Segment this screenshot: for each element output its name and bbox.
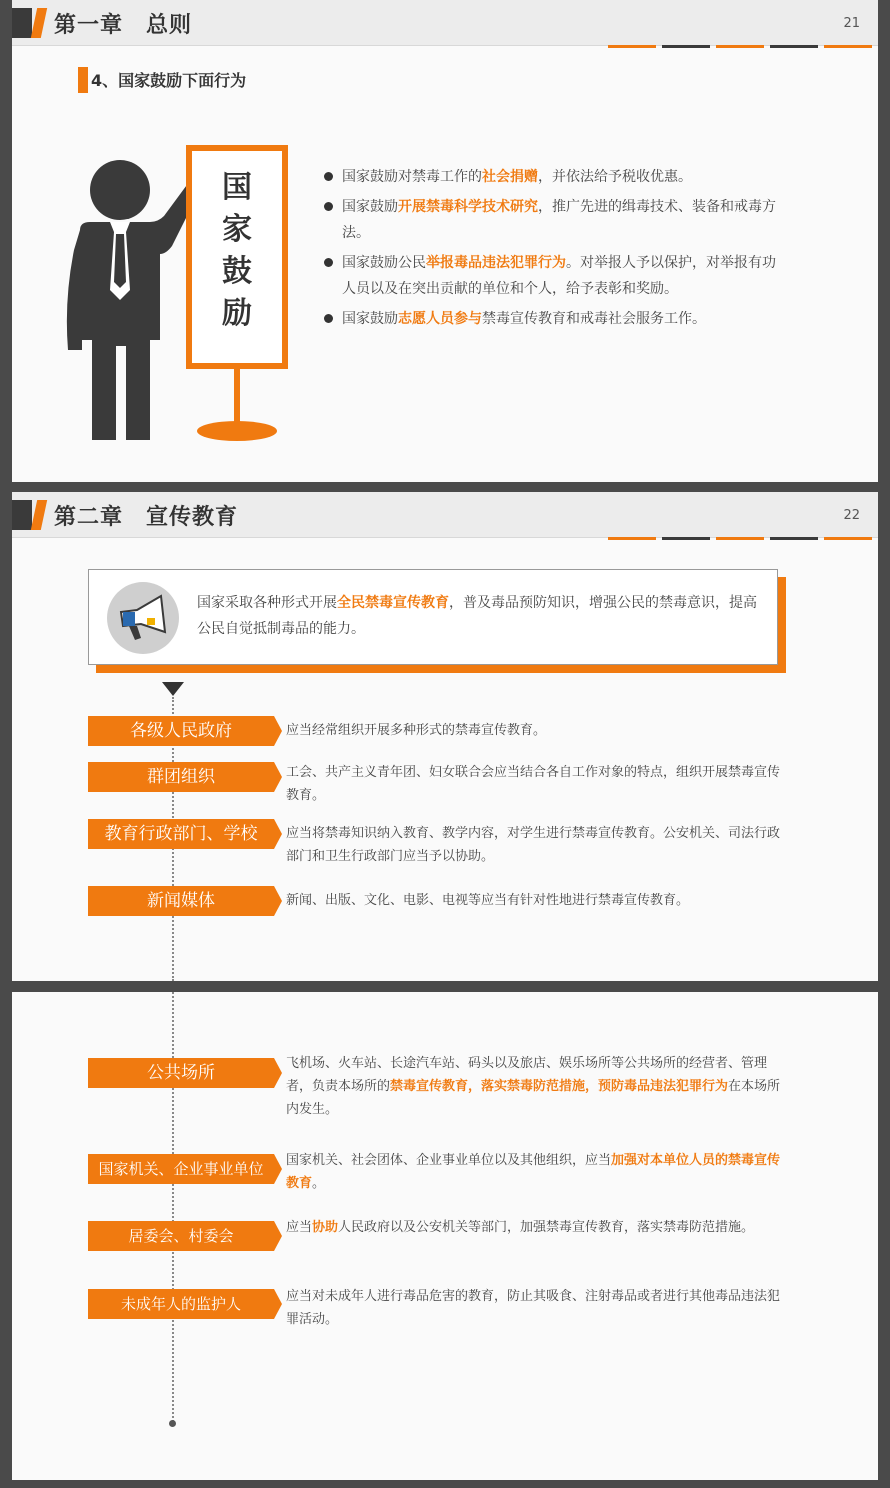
tag-label: 群团组织 [88,762,274,792]
header-deco-bar [716,45,764,48]
intro-callout [88,569,778,665]
signboard-char: 鼓 [222,254,252,289]
chapter-title: 第二章 宣传教育 [54,505,239,530]
list-item [324,306,784,332]
header-deco-bar [770,537,818,540]
signboard-char: 励 [222,296,252,331]
bullet-highlight: 志愿人员参与 [398,311,482,327]
tag-label: 各级人民政府 [88,716,274,746]
megaphone-icon [107,582,179,654]
header-deco-bar [716,537,764,540]
tag-label: 公共场所 [88,1058,274,1088]
slide-21 [12,0,878,482]
intro-text [197,590,757,642]
header-deco-bar [662,537,710,540]
description-part: 国家机关、社会团体、企业事业单位以及其他组织，应当 [286,1153,612,1168]
bullet-text: 国家鼓励 [342,199,398,215]
header-mark-dark [12,8,32,38]
list-item [324,164,784,190]
signboard-char: 国 [222,170,252,205]
slide-23 [12,992,878,1480]
timeline-end-dot [169,1420,176,1427]
page-number: 22 [843,508,860,523]
bullet-highlight: 社会捐赠 [482,169,538,185]
encouraged-actions-list [324,164,784,336]
item-description: 新闻、出版、文化、电影、电视等应当有针对性地进行禁毒宣传教育。 [286,893,690,908]
list-item [324,250,784,302]
header-mark-orange [31,500,47,530]
signboard [186,145,288,369]
item-description: 工会、共产主义青年团、妇女联合会应当结合各自工作对象的特点，组织开展禁毒宣传教育。 [286,765,781,803]
signboard-char: 家 [222,212,252,247]
description-highlight: 加强对本单位人员的禁毒宣传教育 [286,1153,781,1191]
item-description [286,1216,782,1239]
bullet-text: 国家鼓励对禁毒工作的 [342,169,482,185]
description-part: 在本场所内发生。 [286,1079,781,1117]
page-number: 21 [843,16,860,31]
intro-highlight: 全民禁毒宣传教育 [337,595,449,611]
presenter-figure-icon [60,150,200,450]
bullet-icon [324,172,333,181]
tag-label: 国家机关、企业事业单位 [88,1154,274,1184]
header-deco-bar [662,45,710,48]
bullet-text: 禁毒宣传教育和戒毒社会服务工作。 [482,311,706,327]
slide-header [12,492,878,538]
list-item [324,194,784,246]
header-deco-bar [770,45,818,48]
signboard-pole [234,369,240,425]
description-part: 。 [312,1176,326,1191]
header-mark-dark [12,500,32,530]
item-description: 应当将禁毒知识纳入教育、教学内容，对学生进行禁毒宣传教育。公安机关、司法行政部门和卫生行政部门应当予以协助。 [286,826,781,864]
intro-text-part: ，普及毒品预防知识，增强公民的禁毒意识，提高公民自觉抵制毒品的能力。 [197,595,757,637]
header-deco-bar [824,45,872,48]
bullet-icon [324,258,333,267]
bullet-icon [324,202,333,211]
item-description [286,1285,782,1331]
bullet-icon [324,314,333,323]
bullet-text: ，并依法给予税收优惠。 [538,169,692,185]
description-highlight: 协助 [312,1220,339,1235]
item-description: 应当经常组织开展多种形式的禁毒宣传教育。 [286,723,547,738]
tag-label: 新闻媒体 [88,886,274,916]
arrow-down-icon [162,682,184,696]
bullet-text: ，推广先进的缉毒技术、装备和戒毒方法。 [342,199,776,241]
description-part: 应当 [286,1220,313,1235]
header-mark-orange [31,8,47,38]
description-part: 人民政府以及公安机关等部门，加强禁毒宣传教育，落实禁毒防范措施。 [338,1220,755,1235]
header-deco-bar [608,537,656,540]
bullet-highlight: 开展禁毒科学技术研究 [398,199,538,215]
bullet-text: 国家鼓励公民 [342,255,426,271]
signboard-text [192,167,282,335]
slide-header [12,0,878,46]
subtitle-text: 4、国家鼓励下面行为 [91,71,247,90]
signboard-base [197,421,277,441]
description-part: 应当对未成年人进行毒品危害的教育，防止其吸食、注射毒品或者进行其他毒品违法犯罪活动。 [286,1289,781,1327]
section-subtitle [78,68,246,93]
tag-label: 教育行政部门、学校 [88,819,274,849]
chapter-title: 第一章 总则 [54,13,193,38]
description-part: 飞机场、火车站、长途汽车站、码头以及旅店、娱乐场所等公共场所的经营者、管理者，负责本场所的 [286,1056,768,1094]
item-description [286,1052,782,1121]
timeline-line [172,992,174,1422]
bullet-text: 。对举报人予以保护，对举报有功人员以及在突出贡献的单位和个人，给予表彰和奖励。 [342,255,776,297]
item-description [286,1149,782,1195]
tag-label: 未成年人的监护人 [88,1289,274,1319]
header-deco-bar [824,537,872,540]
slide-22 [12,492,878,981]
header-deco-bar [608,45,656,48]
tag-label: 居委会、村委会 [88,1221,274,1251]
bullet-text: 国家鼓励 [342,311,398,327]
subtitle-marker [78,67,88,93]
bullet-highlight: 举报毒品违法犯罪行为 [426,255,566,271]
intro-text-part: 国家采取各种形式开展 [197,595,337,611]
description-highlight: 禁毒宣传教育，落实禁毒防范措施，预防毒品违法犯罪行为 [390,1079,729,1094]
